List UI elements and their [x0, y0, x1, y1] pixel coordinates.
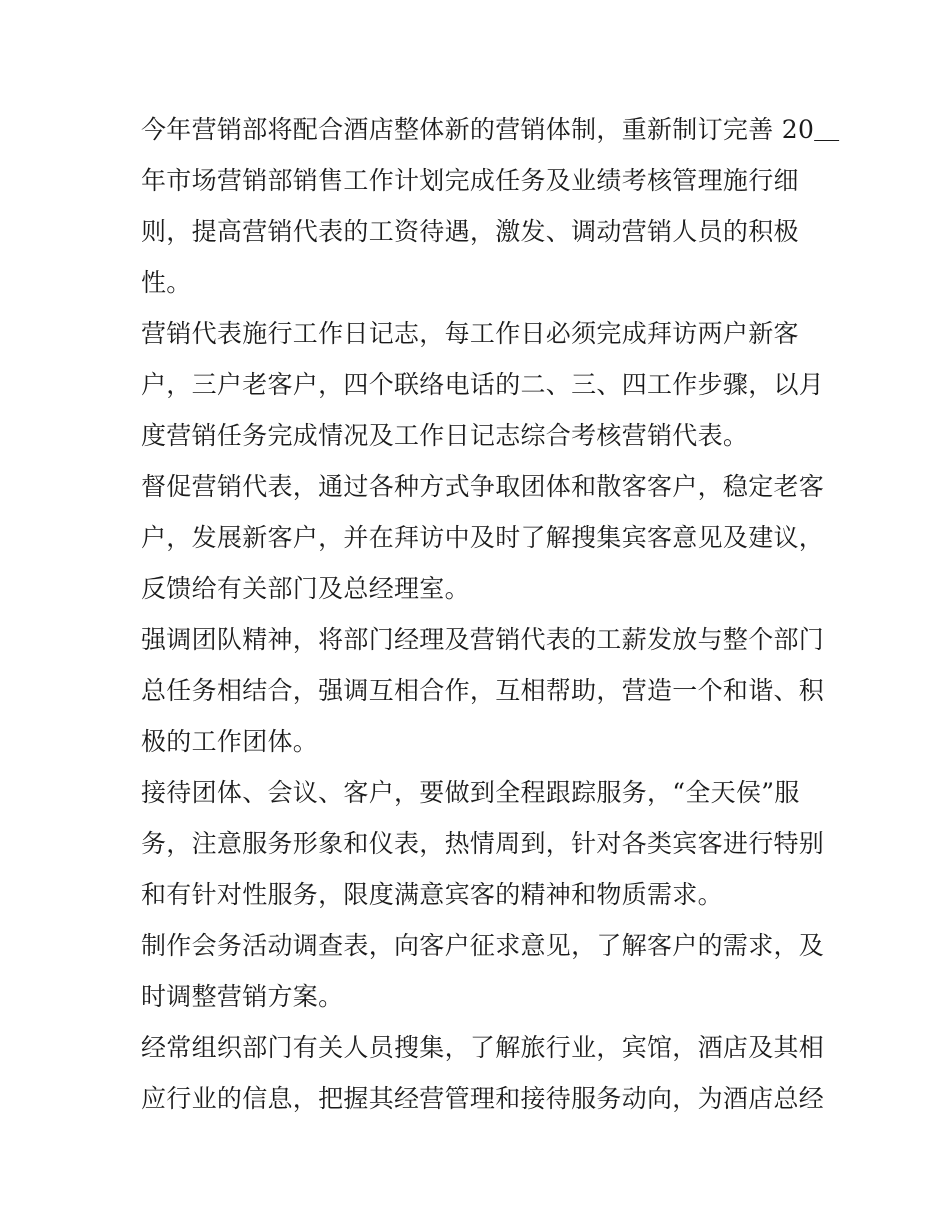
- text-line: 性。: [141, 268, 192, 297]
- text-line: 极的工作团体。: [141, 727, 319, 756]
- paragraph-customer-acquisition: [141, 461, 825, 614]
- text-line: 经常组织部门有关人员搜集，了解旅行业，宾馆，酒店及其相: [141, 1033, 825, 1062]
- text-line: 反馈给有关部门及总经理室。: [141, 574, 470, 603]
- text-line: 务，注意服务形象和仪表，热情周到，针对各类宾客进行特别: [141, 829, 825, 858]
- paragraph-survey-form: [141, 920, 825, 1022]
- text-line: 制作会务活动调查表，向客户征求意见，了解客户的需求，及: [141, 931, 825, 960]
- text-line: 年市场营销部销售工作计划完成任务及业绩考核管理施行细: [141, 166, 799, 195]
- text-line: 应行业的信息，把握其经营管理和接待服务动向，为酒店总经: [141, 1084, 825, 1113]
- text-line: 则，提高营销代表的工资待遇，激发、调动营销人员的积极: [141, 217, 799, 246]
- text-line: 和有针对性服务，限度满意宾客的精神和物质需求。: [141, 880, 723, 909]
- text-line: 度营销任务完成情况及工作日记志综合考核营销代表。: [141, 421, 749, 450]
- text-line: 时调整营销方案。: [141, 982, 344, 1011]
- text-line: 强调团队精神，将部门经理及营销代表的工薪发放与整个部门: [141, 625, 825, 654]
- paragraph-marketing-system: [141, 104, 840, 308]
- text-line: 督促营销代表，通过各种方式争取团体和散客客户，稳定老客: [141, 472, 825, 501]
- text-line: 接待团体、会议、客户，要做到全程跟踪服务，“全天侯”服: [141, 778, 800, 807]
- text-line: 营销代表施行工作日记志，每工作日必须完成拜访两户新客: [141, 319, 799, 348]
- paragraph-work-diary: [141, 308, 825, 461]
- paragraph-reception-service: [141, 767, 825, 920]
- paragraph-team-spirit: [141, 614, 825, 767]
- text-line: 今年营销部将配合酒店整体新的营销体制，重新制订完善 20＿: [141, 115, 840, 144]
- document-body: [141, 104, 840, 1124]
- paragraph-industry-research: [141, 1022, 825, 1124]
- text-line: 户，发展新客户，并在拜访中及时了解搜集宾客意见及建议，: [141, 523, 825, 552]
- text-line: 总任务相结合，强调互相合作，互相帮助，营造一个和谐、积: [141, 676, 825, 705]
- text-line: 户，三户老客户，四个联络电话的二、三、四工作步骤，以月: [141, 370, 825, 399]
